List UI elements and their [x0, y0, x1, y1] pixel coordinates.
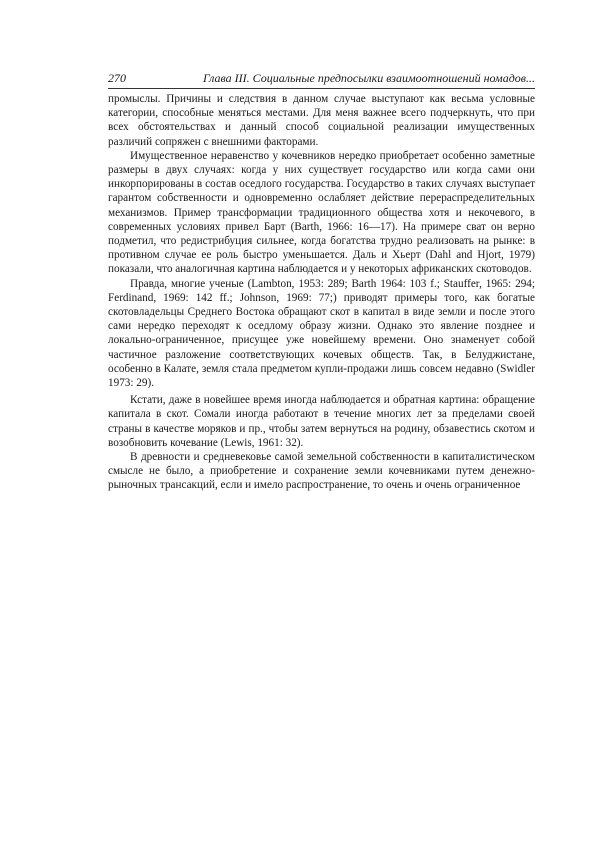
book-page: [108, 70, 535, 493]
paragraph: Кстати, даже в новейшее время иногда наблюдается и обратная картина: обращение капитала в скот. Сомали иногда работают в течение многих лет за пределами своей страны в качестве моряков и пр., чтобы затем вернуться на родину, обзавестись скотом и возобновить кочевание (Lewis, 1961: 32).: [108, 394, 535, 449]
paragraph: Правда, многие ученые (Lambton, 1953: 289; Barth 1964: 103 f.; Stauffer, 1965: 294; Ferdinand, 1969: 142 ff.; Johnson, 1969: 77;) приводят примеры того, как богатые скотовладельцы Среднего Востока обращают скот в капитал в виде земли и после этого сами нередко переходят к оседлому образу жизни. Однако это явление позднее и локально-ограниченное, присущее уже новейшему времени. Оно знаменует собой частичное разложение соответствующих кочевых обществ. Так, в Белуджистане, особенно в Калате, земля стала предметом купли-продажи лишь совсем недавно (Swidler 1973: 29).: [108, 277, 535, 390]
chapter-title: Глава III. Социальные предпосылки взаимоотношений номадов...: [202, 71, 535, 85]
paragraph: промыслы. Причины и следствия в данном случае выступают как весьма условные категории, способные меняться местами. Для меня важнее всего подчеркнуть, что при всех обстоятельствах и данный способ социальной реализации имущественных различий сопряжен с внешними факторами.: [108, 93, 535, 148]
paragraph: Имущественное неравенство у кочевников нередко приобретает особенно заметные размеры в двух случаях: когда у них существует государство или когда сами они инкорпорированы в состав оседлого государства. Государство в таких случаях выступает гарантом собственности и одновременно ослабляет действие перераспределительных механизмов. Пример трансформации традиционного общества хотя и некочевого, в современных условиях привел Барт (Barth, 1966: 16—17). На примере сват он верно подметил, что редистрибуция сильнее, когда богатства трудно реализовать на рынке: в противном случае ее роль быстро уменьшается. Даль и Хьерт (Dahl and Hjort, 1979) показали, что аналогичная картина наблюдается и у некоторых африканских скотоводов.: [108, 149, 535, 276]
running-header: [108, 70, 535, 89]
body-text: [108, 92, 535, 493]
page-number: 270: [108, 71, 126, 85]
paragraph: В древности и средневековье самой земельной собственности в капиталистическом смысле не было, а приобретение и сохранение земли кочевниками путем денежно-рыночных трансакций, если и имело распространение, то очень и очень ограниченное: [108, 451, 535, 492]
